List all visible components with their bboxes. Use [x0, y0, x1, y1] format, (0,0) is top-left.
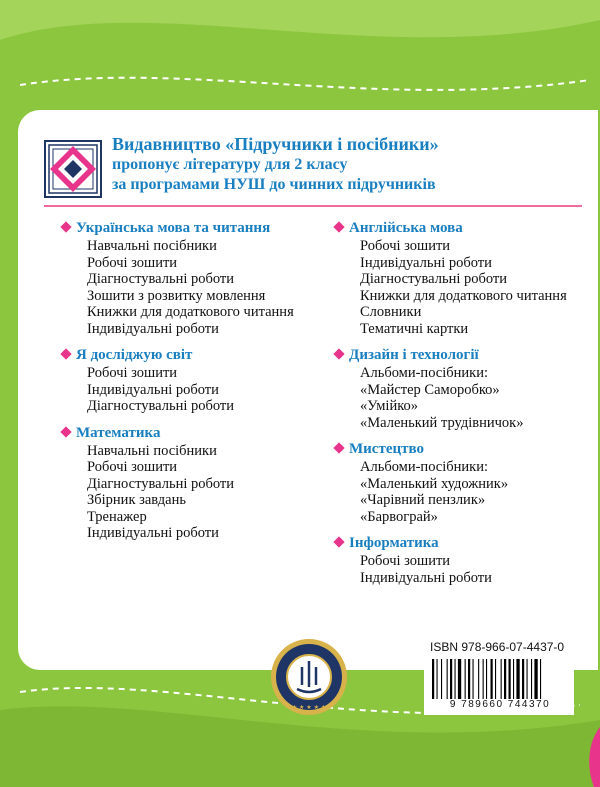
header-subtitle-2: за програмами НУШ до чинних підручників	[112, 176, 436, 193]
list-item: Навчальні посібники	[87, 238, 217, 254]
list-item: Зошити з розвитку мовлення	[87, 287, 266, 304]
section-title: Математика	[76, 424, 161, 441]
list-item: Діагностувальні роботи	[87, 475, 235, 492]
header-divider	[44, 205, 582, 207]
list-item: Словники	[360, 304, 422, 320]
list-item: «Умійко»	[360, 398, 419, 414]
list-item: Діагностувальні роботи	[360, 271, 508, 287]
list-item: «Чарівний пензлик»	[360, 492, 486, 508]
left-column	[62, 218, 322, 550]
diamond-bullet-icon	[60, 426, 71, 437]
list-item: Індивідуальні роботи	[360, 569, 492, 586]
isbn-label: ISBN 978-966-07-4437-0	[430, 640, 565, 654]
list-item: Діагностувальні роботи	[87, 271, 235, 287]
list-item: Робочі зошити	[87, 459, 178, 475]
section-i-explore-world	[62, 345, 322, 415]
section-title: Мистецтво	[349, 441, 424, 457]
list-item: Індивідуальні роботи	[87, 320, 219, 337]
list-item: Тематичні картки	[360, 320, 469, 337]
header-block	[112, 133, 582, 195]
list-item: Робочі зошити	[87, 254, 178, 271]
list-item: Індивідуальні роботи	[360, 254, 492, 271]
list-item: Книжки для додаткового читання	[87, 304, 294, 320]
section-title: Українська мова та читання	[76, 220, 271, 236]
diamond-bullet-icon	[333, 442, 344, 453]
list-item: «Маленький трудівничок»	[360, 414, 524, 431]
list-item: Робочі зошити	[360, 553, 451, 569]
diamond-bullet-icon	[333, 221, 344, 232]
list-item: «Маленький художник»	[360, 475, 509, 492]
diamond-bullet-icon	[60, 221, 71, 232]
header-subtitle: пропонує літературу для 2 класу	[112, 156, 348, 173]
list-item: Діагностувальні роботи	[87, 398, 235, 414]
list-item: «Барвограй»	[360, 508, 438, 525]
list-item: Тренажер	[87, 508, 147, 525]
list-item: Альбоми-посібники:	[360, 365, 489, 381]
section-english	[335, 218, 597, 337]
diamond-bullet-icon	[333, 536, 344, 547]
list-item: Робочі зошити	[360, 238, 451, 254]
list-item: Альбоми-посібники:	[360, 459, 489, 475]
list-item: «Майстер Саморобко»	[360, 381, 500, 398]
publisher-title: Видавництво «Підручники і посібники»	[112, 134, 439, 154]
svg-text:★ ★ ★ ★ ★: ★ ★ ★ ★ ★	[291, 704, 327, 711]
section-ukrainian	[62, 218, 322, 337]
list-item: Робочі зошити	[87, 365, 178, 381]
section-title: Англійська мова	[349, 220, 463, 236]
section-art	[335, 439, 597, 525]
barcode-number: 9 789660 744370	[430, 699, 570, 710]
diamond-bullet-icon	[60, 348, 71, 359]
list-item: Індивідуальні роботи	[87, 525, 219, 541]
right-column	[335, 218, 597, 594]
section-title: Я досліджую світ	[76, 347, 193, 363]
list-item: Навчальні посібники	[87, 442, 217, 459]
publisher-logo-icon	[44, 140, 102, 198]
diamond-bullet-icon	[333, 348, 344, 359]
list-item: Індивідуальні роботи	[87, 381, 219, 398]
section-math	[62, 423, 322, 542]
quality-seal-icon	[269, 637, 349, 717]
corner-accent	[584, 727, 600, 787]
section-informatics	[335, 533, 597, 586]
section-title: Інформатика	[349, 535, 439, 551]
section-title: Дизайн і технології	[349, 347, 479, 363]
list-item: Книжки для додаткового читання	[360, 287, 567, 304]
section-design-tech	[335, 345, 597, 431]
list-item: Збірник завдань	[87, 492, 186, 508]
